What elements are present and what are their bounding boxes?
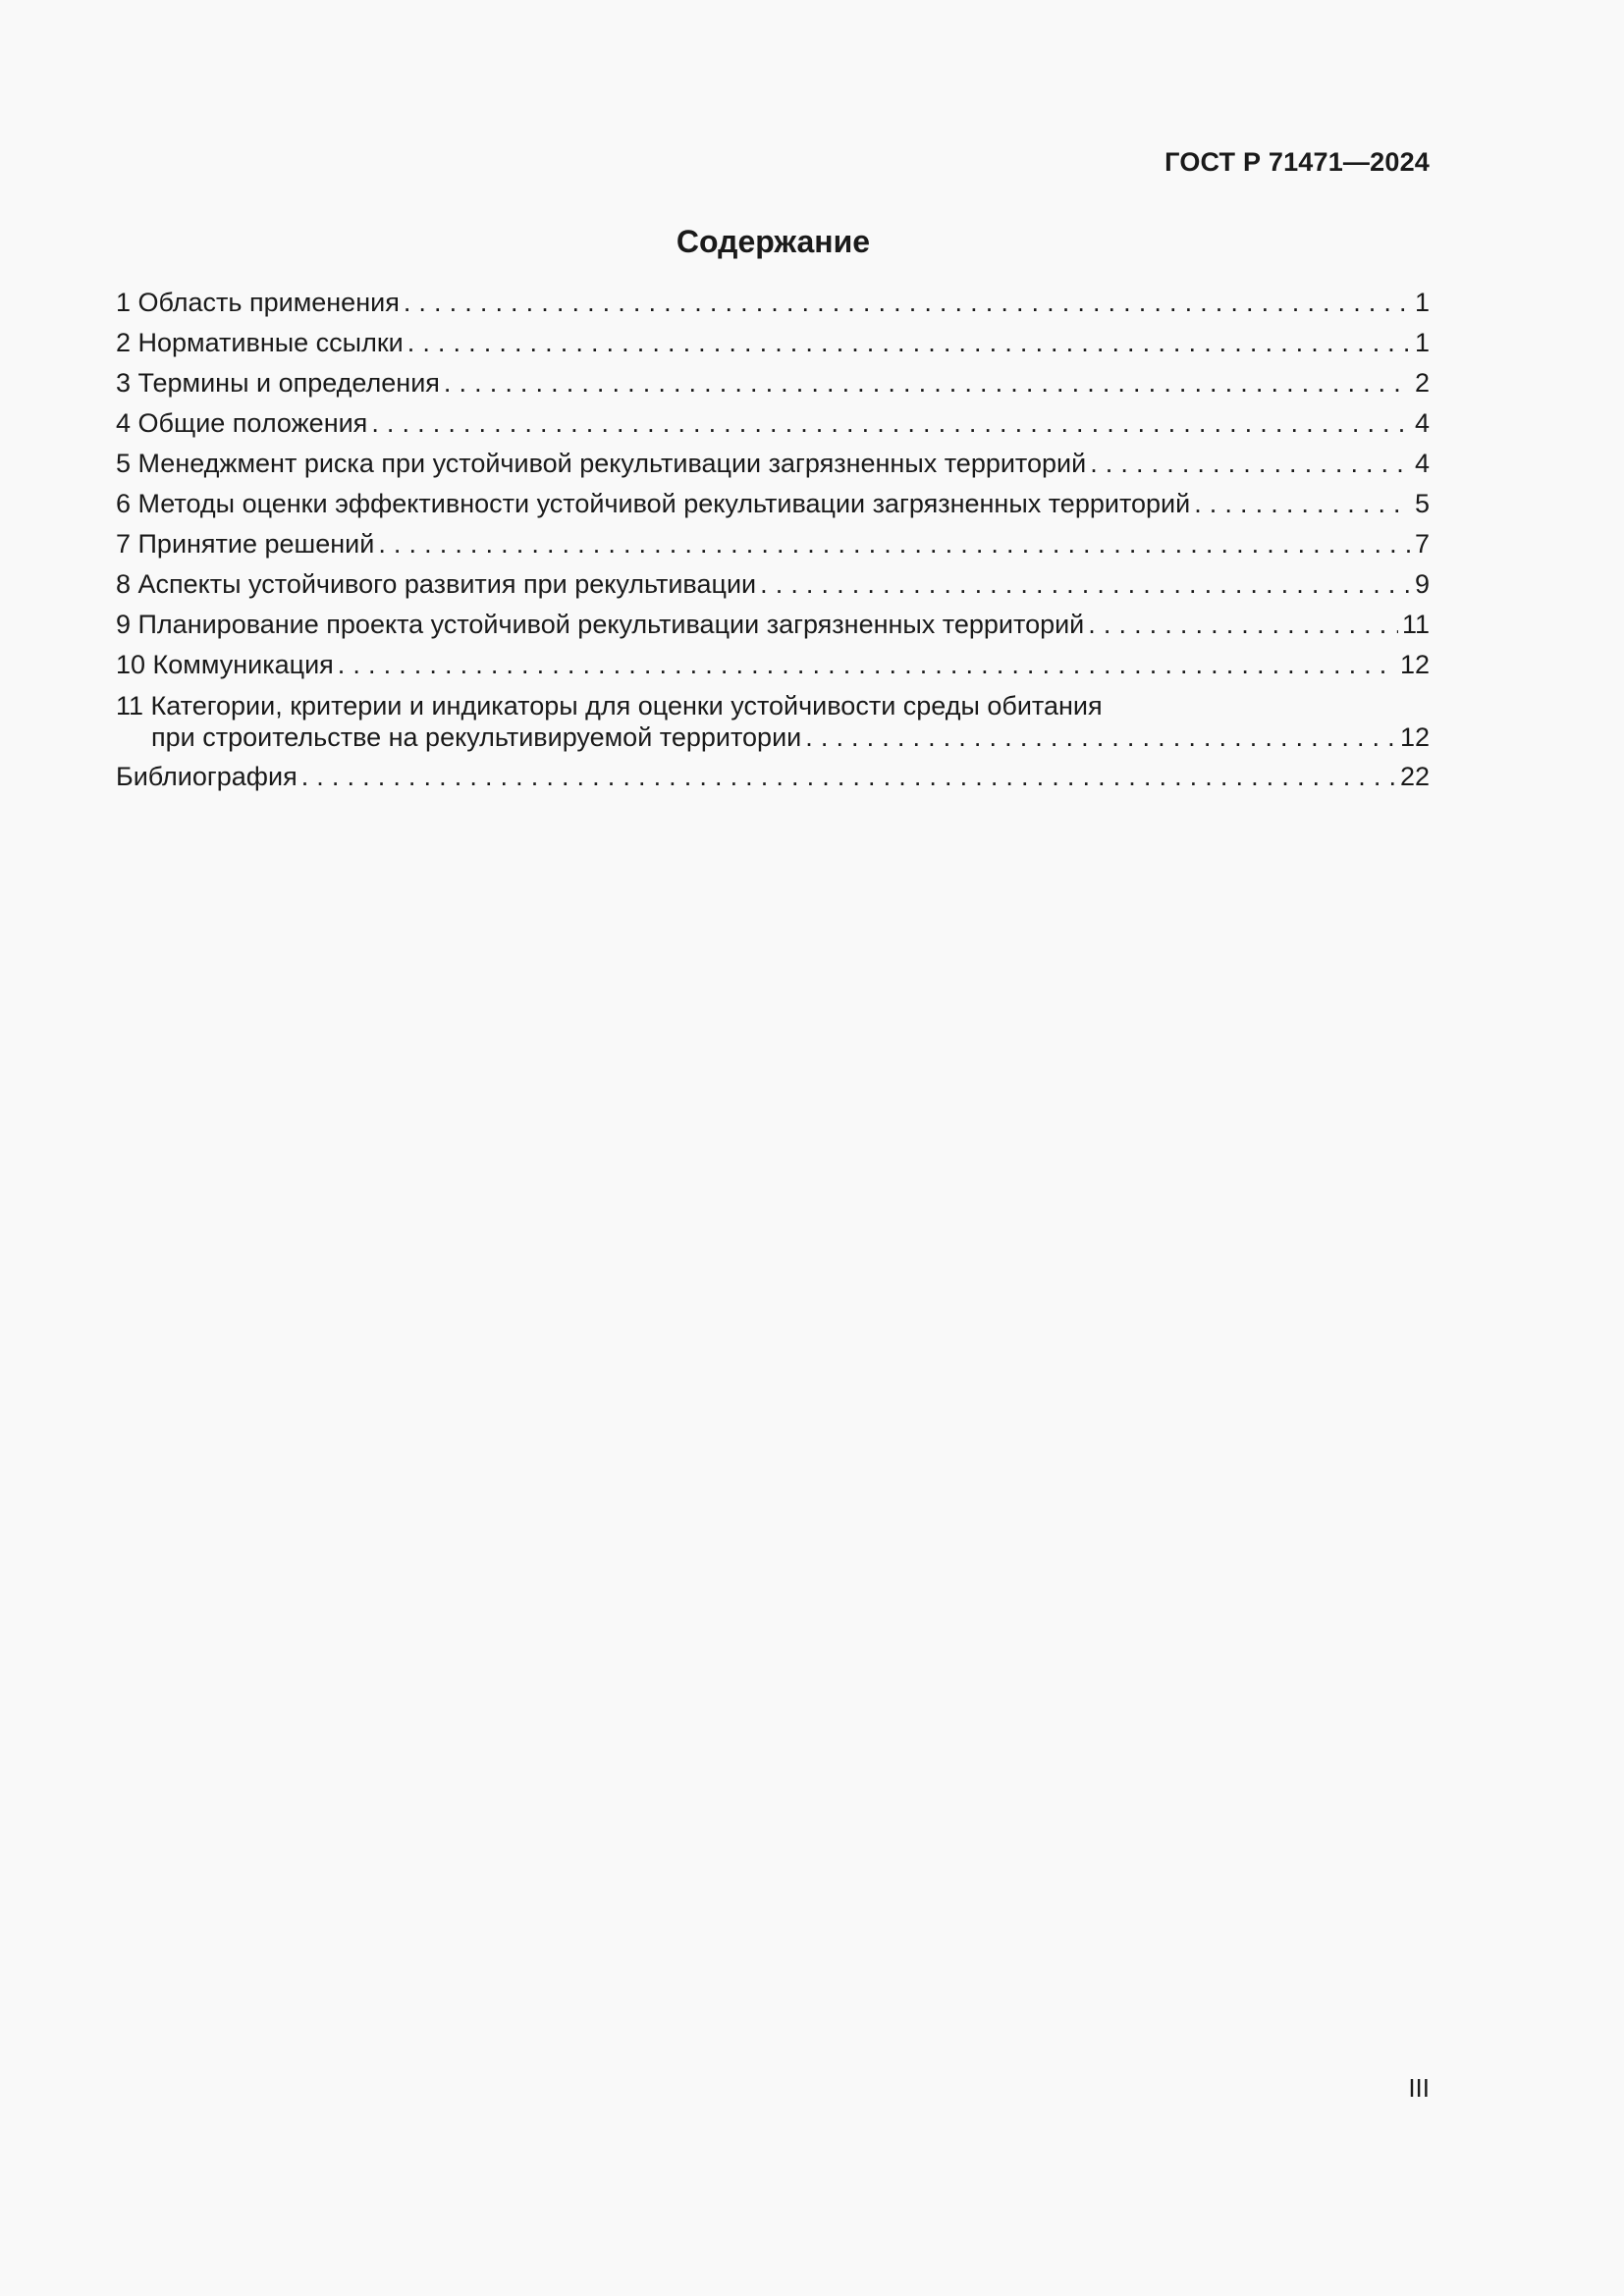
toc-entry-label: 9 Планирование проекта устойчивой рекультивации загрязненных территорий bbox=[116, 610, 1085, 639]
toc-entry-page: 12 bbox=[1399, 722, 1430, 752]
toc-entry-8[interactable] bbox=[116, 564, 1430, 605]
document-code: ГОСТ Р 71471—2024 bbox=[1164, 147, 1430, 177]
toc-entry-page: 4 bbox=[1414, 449, 1430, 478]
toc-dot-leader bbox=[407, 323, 1411, 363]
toc-entry-label: 1 Область применения bbox=[116, 288, 400, 317]
toc-entry-label: 6 Методы оценки эффективности устойчивой рекультивации загрязненных территорий bbox=[116, 489, 1191, 518]
page-number: III bbox=[1408, 2073, 1430, 2103]
toc-entry-page: 7 bbox=[1414, 529, 1430, 559]
toc-dot-leader bbox=[338, 645, 1396, 685]
toc-entry-2[interactable] bbox=[116, 323, 1430, 363]
toc-dot-leader bbox=[404, 283, 1411, 323]
toc-entry-page: 2 bbox=[1414, 368, 1430, 398]
table-of-contents bbox=[116, 283, 1430, 797]
toc-entry-page: 1 bbox=[1414, 288, 1430, 317]
toc-entry-1[interactable] bbox=[116, 283, 1430, 323]
toc-dot-leader bbox=[1088, 605, 1398, 645]
toc-entry-label: 2 Нормативные ссылки bbox=[116, 328, 404, 357]
toc-entry-label: Библиография bbox=[116, 762, 298, 791]
toc-entry-page: 4 bbox=[1414, 408, 1430, 438]
toc-entry-label: 5 Менеджмент риска при устойчивой рекультивации загрязненных территорий bbox=[116, 449, 1087, 478]
toc-entry-4[interactable] bbox=[116, 403, 1430, 444]
toc-entry-9[interactable] bbox=[116, 605, 1430, 645]
toc-entry-page: 12 bbox=[1399, 650, 1430, 679]
toc-entry-page: 22 bbox=[1399, 762, 1430, 791]
toc-dot-leader bbox=[371, 403, 1411, 444]
toc-dot-leader bbox=[378, 524, 1411, 564]
toc-entry-11[interactable] bbox=[116, 685, 1430, 757]
toc-entry-label-line2: при строительстве на рекультивируемой территории bbox=[151, 722, 802, 752]
toc-dot-leader bbox=[301, 757, 1396, 797]
toc-dot-leader bbox=[805, 721, 1396, 753]
toc-entry-page: 11 bbox=[1401, 610, 1430, 639]
toc-entry-3[interactable] bbox=[116, 363, 1430, 403]
toc-entry-label: 8 Аспекты устойчивого развития при рекультивации bbox=[116, 569, 757, 599]
toc-entry-7[interactable] bbox=[116, 524, 1430, 564]
toc-entry-label: 4 Общие положения bbox=[116, 408, 368, 438]
toc-entry-6[interactable] bbox=[116, 484, 1430, 524]
toc-entry-5[interactable] bbox=[116, 444, 1430, 484]
toc-entry-label: 3 Термины и определения bbox=[116, 368, 440, 398]
toc-dot-leader bbox=[444, 363, 1411, 403]
toc-entry-label: 7 Принятие решений bbox=[116, 529, 375, 559]
toc-entry-page: 1 bbox=[1414, 328, 1430, 357]
toc-entry-10[interactable] bbox=[116, 645, 1430, 685]
toc-entry-label: 10 Коммуникация bbox=[116, 650, 334, 679]
toc-dot-leader bbox=[760, 564, 1411, 605]
toc-title: Содержание bbox=[676, 224, 871, 259]
toc-dot-leader bbox=[1194, 484, 1411, 524]
toc-dot-leader bbox=[1090, 444, 1411, 484]
toc-entry-bibliography[interactable] bbox=[116, 757, 1430, 797]
toc-entry-page: 9 bbox=[1414, 569, 1430, 599]
toc-entry-label-line1: 11 Категории, критерии и индикаторы для оценки устойчивости среды обитания bbox=[116, 691, 1103, 721]
toc-entry-page: 5 bbox=[1414, 489, 1430, 518]
